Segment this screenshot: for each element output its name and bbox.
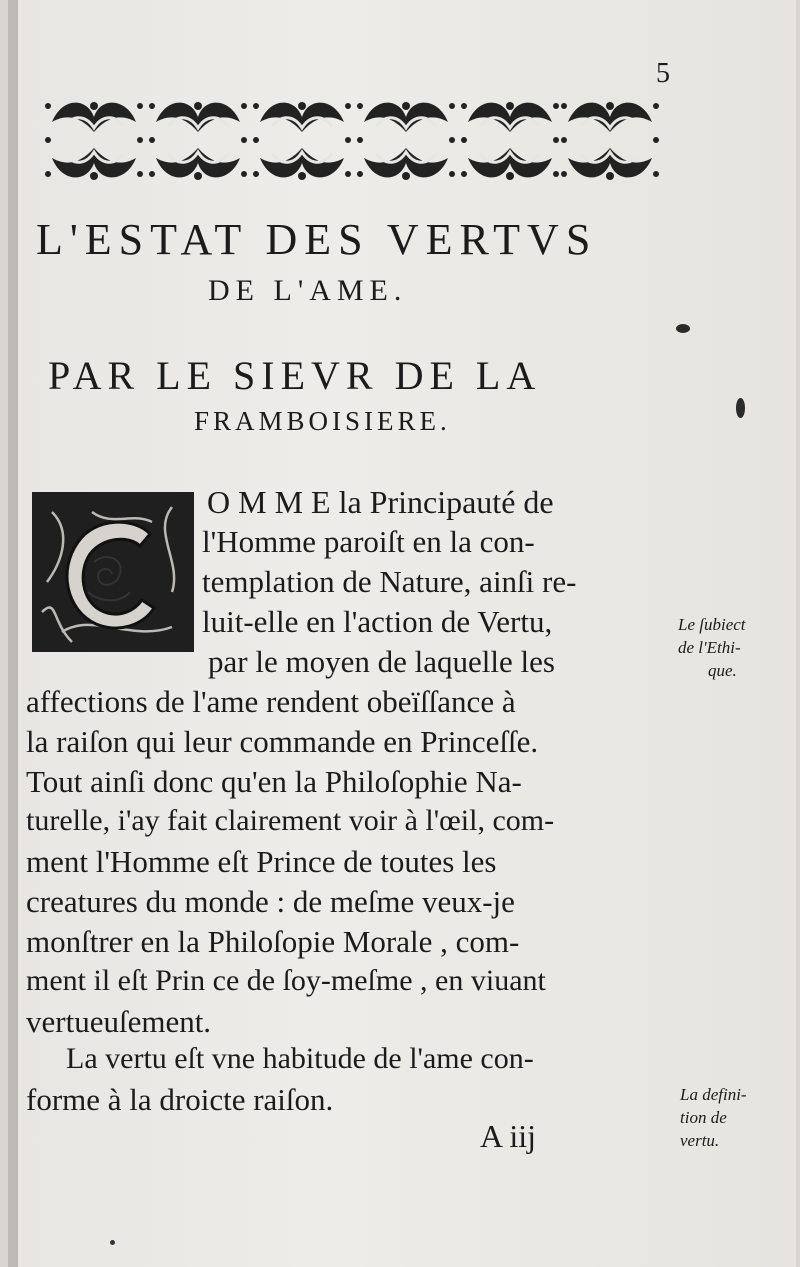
title-line-1: L'ESTAT DES VERTVS bbox=[36, 215, 598, 264]
body-line: ment l'Homme eſt Prince de toutes les bbox=[26, 844, 497, 879]
margin-note-line: Le ſubiect bbox=[678, 615, 746, 634]
title-line-2: DE L'AME. bbox=[208, 274, 408, 307]
page-left-edge bbox=[8, 0, 18, 1267]
body-line: O M M E la Principauté de bbox=[207, 484, 554, 520]
page-number: 5 bbox=[656, 58, 670, 89]
ink-spot bbox=[736, 398, 745, 418]
margin-note-line: La defini- bbox=[680, 1085, 747, 1104]
signature-mark: A iij bbox=[480, 1118, 537, 1154]
margin-note-subject bbox=[678, 614, 746, 683]
author-line-1: PAR LE SIEVR DE LA bbox=[48, 353, 542, 398]
body-line: par le moyen de laquelle les bbox=[208, 644, 555, 679]
margin-note-line: vertu. bbox=[680, 1130, 720, 1150]
margin-note-definition bbox=[680, 1084, 747, 1153]
body-line: monſtrer en la Philoſopie Morale , com- bbox=[26, 924, 520, 959]
definition-line: forme à la droicte raiſon. bbox=[26, 1082, 334, 1117]
book-page bbox=[8, 0, 796, 1267]
body-line: la raiſon qui leur commande en Princeſſe. bbox=[26, 724, 539, 759]
body-line: affections de l'ame rendent obeïſſance à bbox=[26, 684, 516, 719]
body-line: turelle, i'ay fait clairement voir à l'œil, com- bbox=[26, 804, 555, 837]
margin-note-line: tion de bbox=[680, 1107, 727, 1127]
ornamental-headpiece bbox=[38, 92, 664, 188]
ink-spot bbox=[676, 324, 690, 333]
body-line: vertueuſement. bbox=[26, 1004, 212, 1039]
body-line: templation de Nature, ainſi re- bbox=[202, 564, 577, 599]
body-line: Tout ainſi donc qu'en la Philoſophie Na- bbox=[26, 764, 522, 799]
body-line: creatures du monde : de meſme veux-je bbox=[26, 884, 515, 919]
body-line: ment il eſt Prin ce de ſoy-meſme , en viuant bbox=[26, 964, 546, 997]
decorated-initial-c bbox=[32, 492, 194, 652]
definition-line: La vertu eſt vne habitude de l'ame con- bbox=[66, 1042, 534, 1075]
body-line: l'Homme paroiſt en la con- bbox=[202, 524, 535, 559]
body-line: luit-elle en l'action de Vertu, bbox=[202, 604, 553, 639]
ink-dot bbox=[110, 1240, 115, 1245]
margin-note-line: de l'Ethi- bbox=[678, 637, 741, 657]
margin-note-line: que. bbox=[708, 660, 737, 680]
author-line-2: FRAMBOISIERE. bbox=[194, 406, 451, 436]
